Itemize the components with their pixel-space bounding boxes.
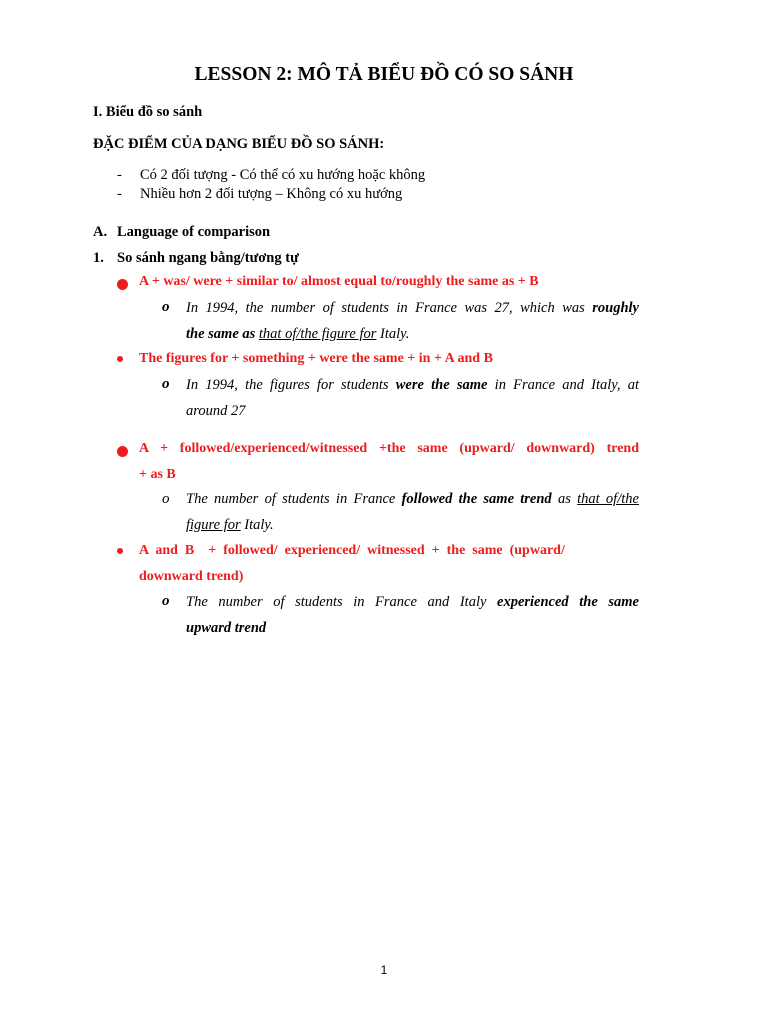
sub-bullet-o-icon: o xyxy=(162,376,170,392)
example-1-line-2: the same as that of/the figure for Italy. xyxy=(186,326,410,342)
dash-mark: - xyxy=(117,167,122,183)
rule-pattern-4-line-1: A and B + followed/ experienced/ witnessed + the same (upward/ xyxy=(139,543,565,558)
example-3-line-1: The number of students in France followed the same trend as that of/the xyxy=(186,491,639,507)
section-heading-i: I. Biểu đồ so sánh xyxy=(93,104,203,120)
bullet-dot-icon xyxy=(117,279,128,290)
subsection-1-mark: 1. xyxy=(93,250,104,266)
example-2-line-1: In 1994, the figures for students were the same in France and Italy, at xyxy=(186,377,640,393)
subsection-1-heading: So sánh ngang bằng/tương tự xyxy=(117,250,299,266)
example-3-line-2: figure for Italy. xyxy=(186,517,274,533)
section-a-heading: Language of comparison xyxy=(117,224,271,240)
rule-pattern-4-line-2: downward trend) xyxy=(139,569,244,584)
rule-pattern-3-line-1: A + followed/experienced/witnessed +the same (upward/ downward) trend xyxy=(139,441,639,456)
section-a-mark: A. xyxy=(93,224,108,240)
features-heading: ĐẶC ĐIỂM CỦA DẠNG BIỂU ĐỒ SO SÁNH: xyxy=(93,136,385,152)
bullet-dot-icon xyxy=(117,356,123,362)
example-1-line-1: In 1994, the number of students in France was 27, which was roughly xyxy=(186,300,639,316)
rule-pattern-3-line-2: + as B xyxy=(139,467,176,482)
rule-pattern-2: The figures for + something + were the same + in + A and B xyxy=(139,351,493,366)
page-number: 1 xyxy=(380,963,388,977)
bullet-dot-icon xyxy=(117,446,128,457)
sub-bullet-o-icon: o xyxy=(162,491,170,507)
example-4-line-1: The number of students in France and Italy experienced the same xyxy=(186,594,639,610)
list-item: Nhiều hơn 2 đối tượng – Không có xu hướng xyxy=(140,186,403,202)
sub-bullet-o-icon: o xyxy=(162,593,170,609)
sub-bullet-o-icon: o xyxy=(162,299,170,315)
example-4-line-2: upward trend xyxy=(186,620,267,636)
bullet-dot-icon xyxy=(117,548,123,554)
dash-mark: - xyxy=(117,186,122,202)
list-item: Có 2 đối tượng - Có thể có xu hướng hoặc không xyxy=(140,167,426,183)
example-2-line-2: around 27 xyxy=(186,403,246,419)
rule-pattern-1: A + was/ were + similar to/ almost equal to/roughly the same as + B xyxy=(139,274,539,289)
page-title: LESSON 2: MÔ TẢ BIỂU ĐỒ CÓ SO SÁNH xyxy=(194,64,574,85)
